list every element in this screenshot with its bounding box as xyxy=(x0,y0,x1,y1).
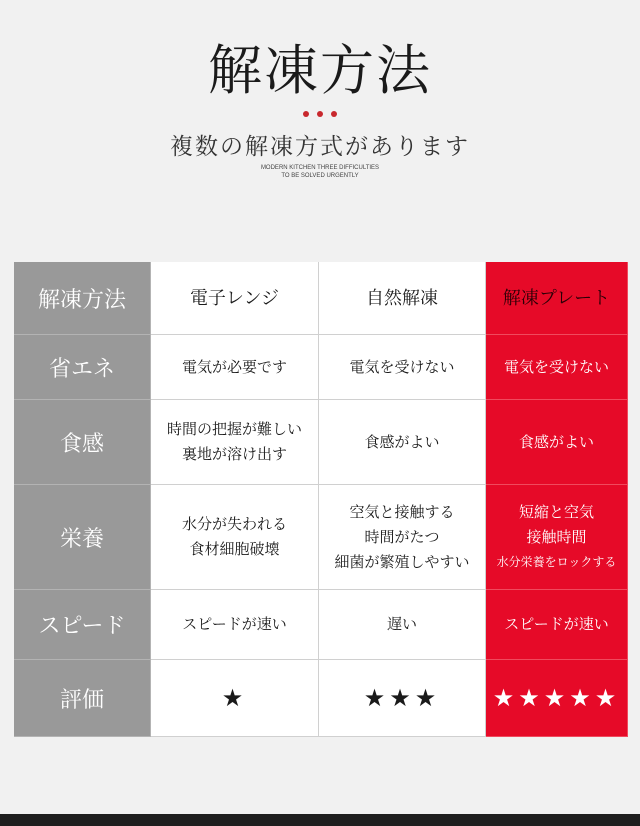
cell-text-line: 食感がよい xyxy=(518,432,594,451)
star-rating-icon: ★★★★★ xyxy=(492,683,621,712)
english-caption-line-1: MODERN KITCHEN THREE DIFFICULTIES xyxy=(260,165,380,171)
row-label-nutrition: 栄養 xyxy=(14,485,151,590)
cell-natural-nutrition xyxy=(319,485,486,590)
cell-text-line: 短縮と空気 xyxy=(518,502,594,521)
star-rating-icon: ★ xyxy=(221,683,248,712)
cell-text-line: 食材細胞破壊 xyxy=(189,540,280,558)
star-rating-icon: ★★★ xyxy=(363,683,441,712)
cell-text-line: 細菌が繁殖しやすい xyxy=(334,552,470,571)
cell-natural-energy: 電気を受けない xyxy=(319,335,486,400)
row-label-energy: 省エネ xyxy=(14,335,151,400)
column-header-natural-thaw: 自然解凍 xyxy=(319,262,486,335)
cell-text-line: 水分が失われる xyxy=(181,515,287,533)
footer-bar xyxy=(0,814,640,826)
cell-text-line: 食感がよい xyxy=(364,432,440,451)
english-caption-line-2: TO BE SOLVED URGENTLY xyxy=(281,173,359,179)
page-title: 解凍方法 xyxy=(208,39,432,102)
cell-natural-rating xyxy=(319,660,486,737)
column-header-thaw-plate: 解凍プレート xyxy=(486,262,628,335)
column-header-microwave: 電子レンジ xyxy=(151,262,319,335)
page-subtitle: 複数の解凍方式があります xyxy=(170,134,470,160)
row-label-method: 解凍方法 xyxy=(14,262,151,335)
row-label-texture: 食感 xyxy=(14,400,151,485)
dot-icon xyxy=(331,111,337,117)
cell-plate-texture xyxy=(486,400,628,485)
cell-natural-texture xyxy=(319,400,486,485)
dot-icon xyxy=(303,111,309,117)
cell-natural-speed: 遅い xyxy=(319,590,486,660)
cell-microwave-rating xyxy=(151,660,319,737)
cell-plate-nutrition xyxy=(486,485,628,590)
cell-plate-speed: スピードが速い xyxy=(486,590,628,660)
row-label-rating: 評価 xyxy=(14,660,151,737)
cell-microwave-speed: スピードが速い xyxy=(151,590,319,660)
row-label-speed: スピード xyxy=(14,590,151,660)
cell-text-line: 時間がたつ xyxy=(364,527,440,546)
dot-icon xyxy=(317,111,323,117)
cell-text-line: 空気と接触する xyxy=(349,502,455,521)
cell-text-line: 時間の把握が難しい xyxy=(166,420,302,438)
cell-text-line: 裏地が溶け出す xyxy=(181,445,287,463)
cell-plate-rating xyxy=(486,660,628,737)
cell-text-line: 水分栄養をロックする xyxy=(496,554,617,569)
english-caption xyxy=(0,164,640,180)
cell-microwave-energy: 電気が必要です xyxy=(151,335,319,400)
cell-plate-energy: 電気を受けない xyxy=(486,335,628,400)
cell-microwave-texture xyxy=(151,400,319,485)
cell-text-line: 接触時間 xyxy=(526,527,587,546)
comparison-table xyxy=(14,262,628,737)
decorative-dots xyxy=(0,111,640,117)
cell-microwave-nutrition xyxy=(151,485,319,590)
